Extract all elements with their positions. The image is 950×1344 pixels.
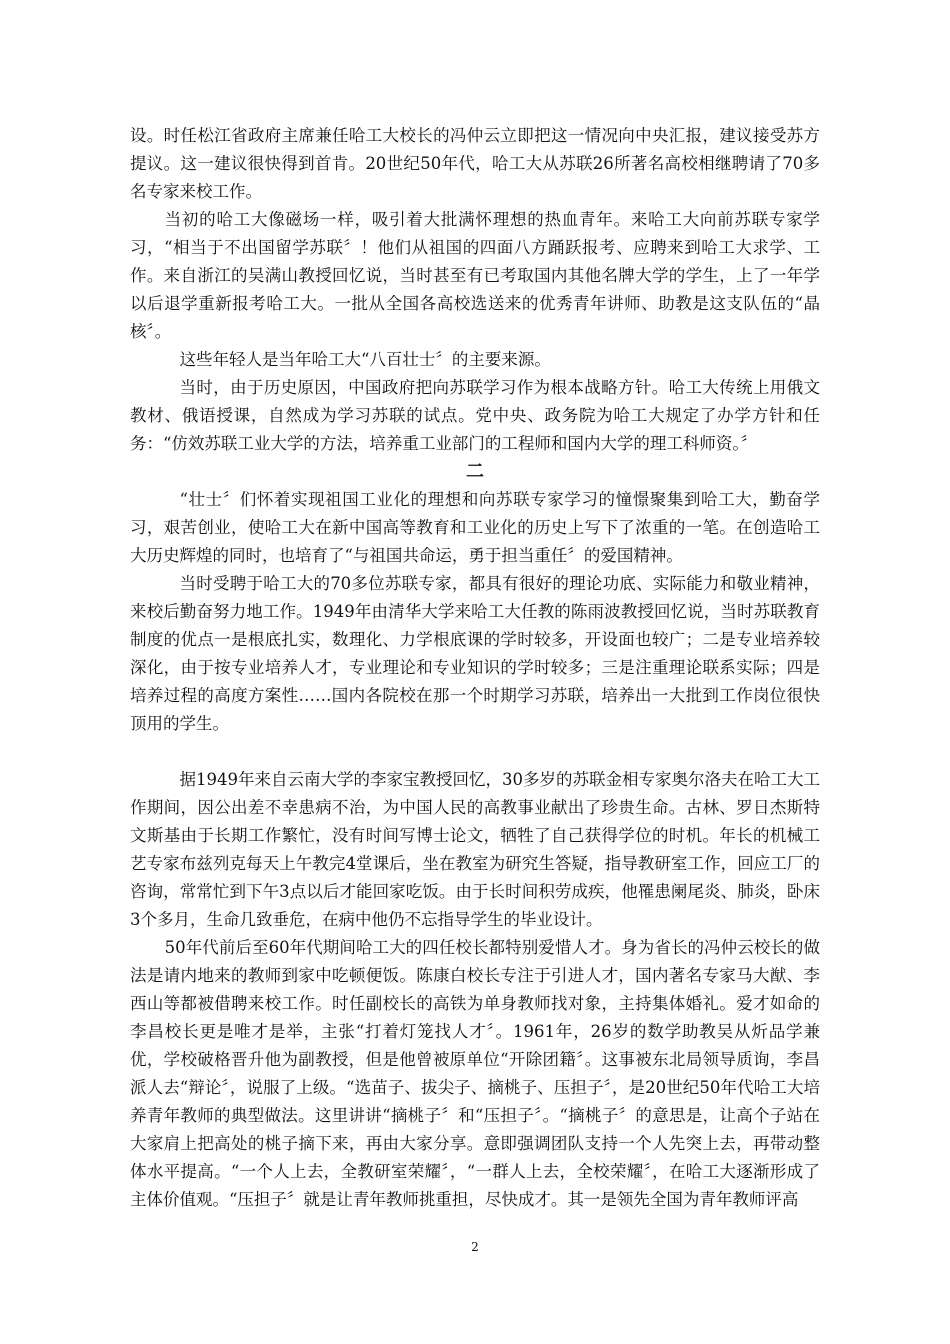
paragraph: 当时，由于历史原因，中国政府把向苏联学习作为根本战略方针。哈工大传统上用俄文教材、俄语授课，自然成为学习苏联的试点。党中央、政务院为哈工大规定了办学方针和任务：“仿效苏联工业大学的方法，培养重工业部门的工程师和国内大学的理工科师资。〞 <box>130 378 820 453</box>
paragraph-gap <box>130 738 820 766</box>
paragraph: “壮士〞们怀着实现祖国工业化的理想和向苏联专家学习的憧憬聚集到哈工大，勤奋学习，艰苦创业，使哈工大在新中国高等教育和工业化的历史上写下了浓重的一笔。在创造哈工大历史辉煌的同时，也培育了“与祖国共命运，勇于担当重任〞的爱国精神。 <box>130 490 820 565</box>
paragraph: 这些年轻人是当年哈工大“八百壮士〞的主要来源。 <box>179 350 551 369</box>
section-heading: 二 <box>466 461 484 482</box>
paragraph: 50年代前后至60年代期间哈工大的四任校长都特别爱惜人才。身为省长的冯仲云校长的做法是请内地来的教师到家中吃顿便饭。陈康白校长专注于引进人才，国内著名专家马大猷、李西山等都被借聘来校工作。时任副校长的高铁为单身教师找对象，主持集体婚礼。爱才如命的李昌校长更是唯才是举，主张“打着灯笼找人才〞。1961年，26岁的数学助教吴从炘品学兼优，学校破格晋升他为副教授，但是他曾被原单位“开除团籍〞。这事被东北局领导质询，李昌派人去“辩论〞，说服了上级。“选苗子、拔尖子、摘桃子、压担子〞，是20世纪50年代哈工大培养青年教师的典型做法。这里讲讲“摘桃子〞和“压担子〞。“摘桃子〞的意思是，让高个子站在大家肩上把高处的桃子摘下来，再由大家分享。意即强调团队支持一个人先突上去，再带动整体水平提高。“一个人上去，全教研室荣耀〞，“一群人上去，全校荣耀〞，在哈工大逐渐形成了主体价值观。“压担子〞就是让青年教师挑重担，尽快成才。其一是领先全国为青年教师评高 <box>130 938 820 1209</box>
paragraph: 设。时任松江省政府主席兼任哈工大校长的冯仲云立即把这一情况向中央汇报，建议接受苏方提议。这一建议很快得到首肯。20世纪50年代，哈工大从苏联26所著名高校相继聘请了70多名专家来校工作。 <box>130 126 820 201</box>
paragraph: 当时受聘于哈工大的70多位苏联专家，都具有很好的理论功底、实际能力和敬业精神，来校后勤奋努力地工作。1949年由清华大学来哈工大任教的陈雨波教授回忆说，当时苏联教育制度的优点一是根底扎实，数理化、力学根底课的学时较多，开设面也较广；二是专业培养较深化，由于按专业培养人才，专业理论和专业知识的学时较多；三是注重理论联系实际；四是培养过程的高度方案性……国内各院校在那一个时期学习苏联，培养出一大批到工作岗位很快顶用的学生。 <box>130 574 820 733</box>
page-number: 2 <box>471 1240 479 1254</box>
paragraph: 当初的哈工大像磁场一样，吸引着大批满怀理想的热血青年。来哈工大向前苏联专家学习，“相当于不出国留学苏联〞！他们从祖国的四面八方踊跃报考、应聘来到哈工大求学、工作。来自浙江的吴满山教授回忆说，当时甚至有已考取国内其他名牌大学的学生，上了一年学以后退学重新报考哈工大。一批从全国各高校选送来的优秀青年讲师、助教是这支队伍的“晶核〞。 <box>130 210 820 341</box>
paragraph: 据1949年来自云南大学的李家宝教授回忆，30多岁的苏联金相专家奥尔洛夫在哈工大工作期间，因公出差不幸患病不治，为中国人民的高教事业献出了珍贵生命。古林、罗日杰斯特文斯基由于长期工作繁忙，没有时间写博士论文，牺牲了自己获得学位的时机。年长的机械工艺专家布兹列克每天上午教完4堂课后，坐在教室为研究生答疑，指导教研室工作，回应工厂的咨询，常常忙到下午3点以后才能回家吃饭。由于长时间积劳成疾，他罹患阑尾炎、肺炎，卧床3个多月，生命几致垂危，在病中他仍不忘指导学生的毕业设计。 <box>130 770 820 929</box>
document-body <box>130 122 820 1214</box>
